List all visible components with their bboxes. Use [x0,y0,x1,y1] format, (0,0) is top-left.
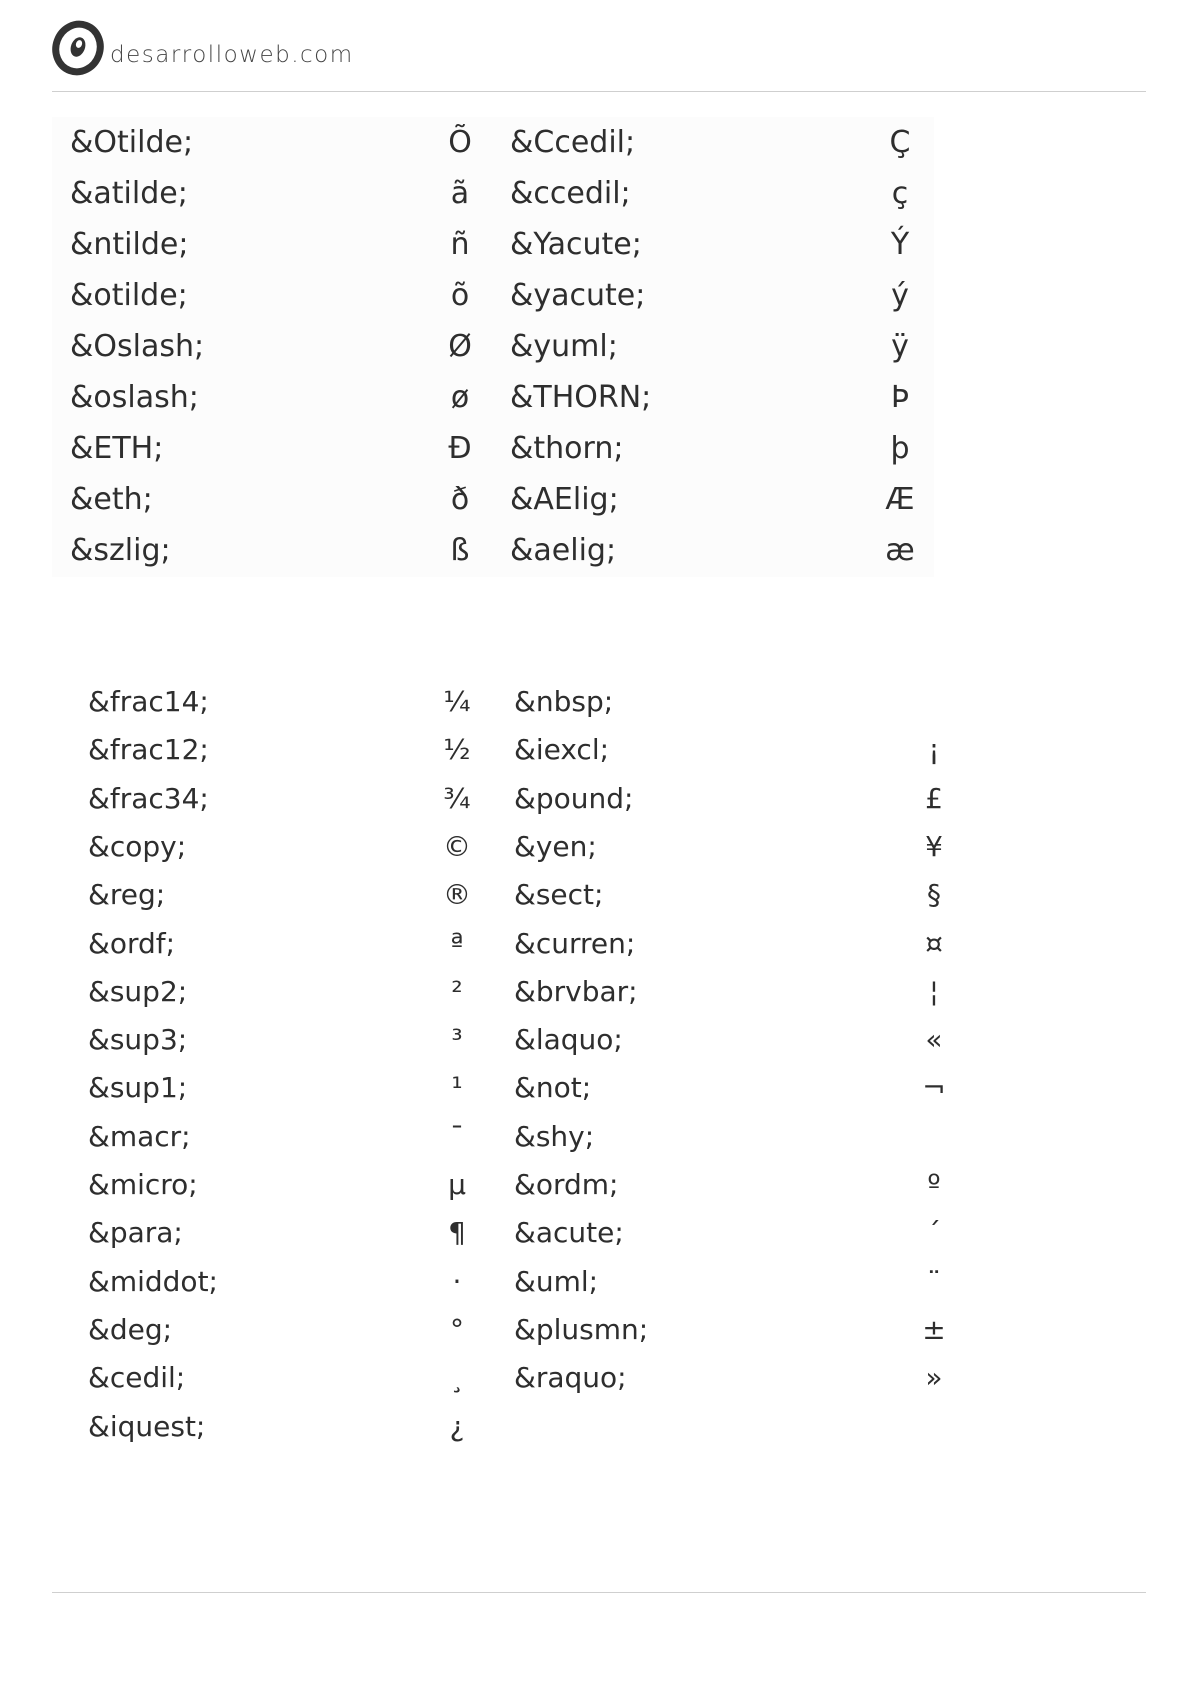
entity-character [914,1113,954,1161]
table-row [52,726,952,774]
entity-character: Ø [448,329,472,364]
entity-name: &thorn; [510,431,624,466]
entity-name: &macr; [88,1119,191,1153]
entity-name: &not; [514,1071,592,1105]
entity-character: ª [450,926,464,960]
symbol-entities-table [52,678,952,1443]
entity-character [914,1403,954,1451]
entity-name: &deg; [88,1312,173,1346]
table-row [52,525,934,576]
entity-name: &otilde; [70,278,188,313]
entity-name: &ETH; [70,431,164,466]
entity-character: ´ [927,1216,941,1250]
entity-name: &oslash; [70,380,199,415]
table-row [52,1258,952,1306]
table-row [52,1016,952,1064]
entity-character: æ [885,533,915,568]
entity-name: &ccedil; [510,176,631,211]
entity-character: ¿ [449,1409,465,1443]
entity-name: &laquo; [514,1023,623,1057]
table-row [52,1209,952,1257]
entity-name: &frac34; [88,781,209,815]
entity-character: þ [890,431,910,466]
entity-name: &middot; [88,1264,218,1298]
entity-name: &frac14; [88,685,209,718]
table-row [52,321,934,372]
entity-character: Ý [890,227,910,262]
table-row [52,968,952,1016]
entity-name: &para; [88,1216,183,1250]
entity-character: ñ [450,227,470,262]
entity-name: &THORN; [510,380,652,415]
entity-character: § [927,878,941,912]
entity-character: ® [443,878,471,912]
entity-name: &brvbar; [514,974,638,1008]
table-row [52,775,952,823]
entity-name: &ntilde; [70,227,189,262]
table-row [52,423,934,474]
entity-character [914,678,954,726]
table-row [52,270,934,321]
entity-name: &sup2; [88,974,188,1008]
entity-character: ¾ [443,781,471,815]
entity-name: &sect; [514,878,604,912]
entity-name: &AElig; [510,482,619,517]
table-row [52,1064,952,1112]
entity-name: &micro; [88,1168,198,1201]
entity-character: ² [451,974,463,1008]
entity-character: ¡ [928,733,940,767]
entity-name: &yacute; [510,278,646,313]
entity-name: &uml; [514,1264,599,1298]
entity-character: » [925,1361,943,1395]
entity-name: &shy; [514,1119,595,1153]
table-row [52,1403,952,1451]
entity-name: &ordm; [514,1168,619,1201]
table-row [52,474,934,525]
accented-entities-table [52,117,934,577]
entity-name: &copy; [88,829,187,863]
entity-name: &aelig; [510,533,617,568]
table-row [52,823,952,871]
entity-character: ¬ [922,1071,946,1105]
entity-name: &sup3; [88,1023,188,1057]
entity-character: ° [450,1312,464,1346]
entity-name: &eth; [70,482,153,517]
entity-character: õ [450,278,470,313]
table-row [52,1161,952,1209]
table-row [52,920,952,968]
entity-character: ø [450,380,470,415]
entity-character: ÿ [891,329,909,364]
table-row [52,117,934,168]
entity-name: &Oslash; [70,329,205,364]
entity-character: ¯ [450,1119,464,1153]
entity-name: &nbsp; [514,685,614,718]
entity-character: « [925,1023,943,1057]
table-row [52,168,934,219]
entity-character: Þ [890,380,910,415]
entity-character: · [452,1264,462,1298]
entity-name: &cedil; [88,1361,186,1395]
entity-character: ¥ [925,829,943,863]
entity-name: &Otilde; [70,125,194,160]
entity-character: £ [925,781,943,815]
entity-character: ý [891,278,909,313]
entity-name: &yen; [514,829,597,863]
table-row [52,1354,952,1402]
entity-name: &frac12; [88,733,209,767]
entity-character: ½ [443,733,471,767]
entity-character: Æ [885,482,915,517]
entity-character: ¼ [443,685,471,718]
brand-name: desarrolloweb.com [110,42,354,68]
entity-name: &iexcl; [514,733,610,767]
entity-character: ¤ [925,926,943,960]
entity-character: ð [450,482,470,517]
entity-name: &raquo; [514,1361,627,1395]
entity-name: &acute; [514,1216,624,1250]
entity-name: &yuml; [510,329,618,364]
table-row [52,372,934,423]
entity-character: Ç [889,125,911,160]
entity-character: Ð [448,431,472,466]
entity-character: ¹ [451,1071,463,1105]
header-divider [52,91,1146,92]
entity-character: ¶ [448,1216,466,1250]
entity-name: &atilde; [70,176,188,211]
entity-name: &Yacute; [510,227,642,262]
page-header [52,18,354,78]
entity-name: &sup1; [88,1071,188,1105]
entity-character: © [443,829,471,863]
entity-character: ¨ [927,1264,941,1298]
entity-character: ± [922,1312,946,1346]
entity-name: &curren; [514,926,636,960]
entity-character: Õ [448,125,472,160]
entity-character: µ [448,1168,466,1201]
entity-character: ß [450,533,470,568]
eye-swirl-logo-icon [52,20,104,76]
entity-character: ã [450,176,470,211]
table-row [52,1113,952,1161]
entity-character: ç [891,176,909,211]
entity-character: ¸ [450,1361,464,1395]
entity-character: ³ [451,1023,463,1057]
entity-character: º [927,1168,941,1201]
entity-character: ¦ [929,974,939,1008]
table-row [52,1306,952,1354]
entity-name: &plusmn; [514,1312,649,1346]
table-row [52,219,934,270]
table-row [52,678,952,726]
footer-divider [52,1592,1146,1593]
entity-name: &pound; [514,781,634,815]
table-row [52,871,952,919]
entity-name: &iquest; [88,1409,206,1443]
entity-name: &reg; [88,878,166,912]
entity-name: &szlig; [70,533,171,568]
entity-name: &ordf; [88,926,176,960]
entity-name: &Ccedil; [510,125,636,160]
